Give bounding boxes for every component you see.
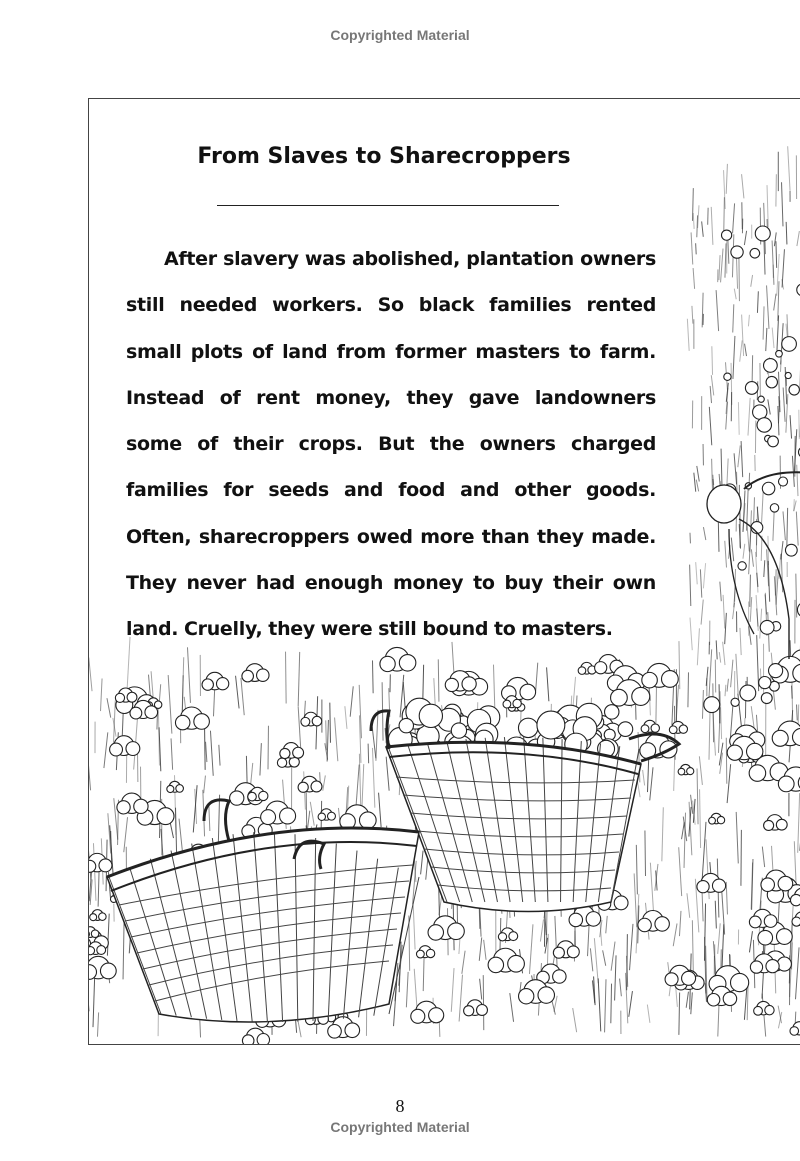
body-paragraph: After slavery was abolished, plantation owners still needed workers. So black families rented small plots of land from former masters to farm. Instead of rent money, they gave landowners some of their crops. But the owners charged families for seeds and food and other goods. Often, sharecroppers owed more than they made. They never had enough money to buy their own land. Cruelly, they were still bound to masters. [126, 248, 656, 641]
copyright-header: Copyrighted Material [330, 27, 470, 43]
title-divider [217, 205, 559, 206]
page-title: From Slaves to Sharecroppers [197, 144, 571, 169]
basket-left-sketch [107, 800, 419, 1022]
page-frame [88, 98, 800, 1045]
page-number: 8 [395, 1096, 405, 1116]
copyright-footer: Copyrighted Material [330, 1119, 470, 1135]
